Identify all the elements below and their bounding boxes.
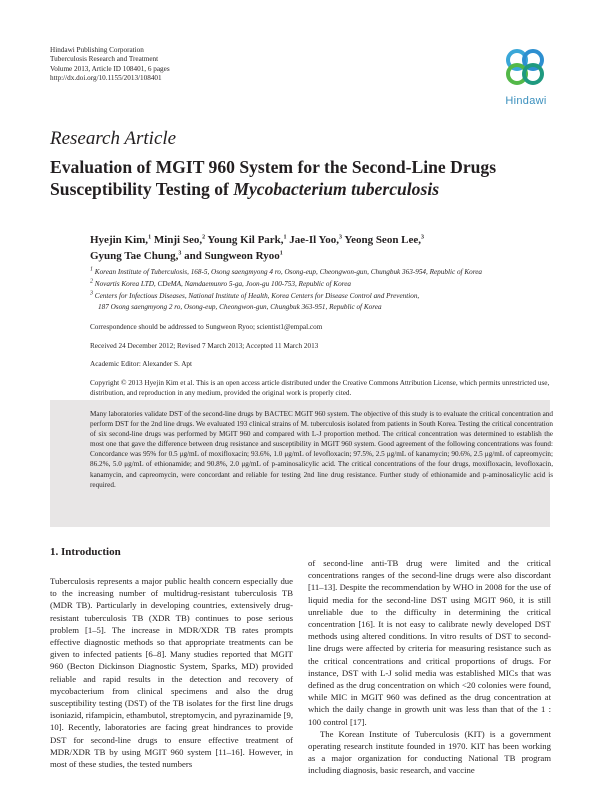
academic-editor: Academic Editor: Alexander S. Apt: [90, 360, 192, 368]
author-name: Yeong Seon Lee,: [342, 234, 422, 246]
title-line-2: [50, 178, 570, 200]
affiliation-item: [90, 267, 560, 277]
body-paragraph: of second-line anti-TB drug were limited and the critical concentrations ranges of the second-line drugs were also discordant [11–13]. Despite the recommendation by WHO in 2008 for the use of liquid media for the second-line DST using MGIT 960, it is still unreliable due to the difficulty in determining the critical concentration [16]. It is not easy to calibrate newly developed DST methods using altered conditions. In vitro results of DST to second-line drugs were affected by criteria for measuring resistance such as the critical concentrations and critical proportions of drugs. For instance, DST with L-J solid media was established MICs that was defined as the drug concentration on which <20 colonies were found, while MIC in MGIT 960 was defined as the drug concentration at which the daily change in growth unit was less than that of the 1 : 100 control [17].: [308, 558, 551, 727]
author-list: [90, 232, 560, 264]
body-paragraph: The Korean Institute of Tuberculosis (KIT) is a government operating research institute founded in 1970. KIT has been working as a major organization for conducting National TB program including diagnosis, basic research, and vaccine: [308, 728, 551, 776]
abstract-text: Many laboratories validate DST of the second-line drugs by BACTEC MGIT 960 system. The objective of this study is to evaluate the critical concentration and perform DST for the 2nd line drugs. We evaluated 193 clinical strains of M. tuberculosis isolated from patients in South Korea. Testing the critical concentration of six second-line drugs was performed by MGIT 960 and compared with L-J proportion method. The critical concentration was determined to establish the most one that gave the difference between drug resistance and susceptibility in MGIT 960 system. Good agreement of the following concentrations was found: Concordance was 95% for 0.5 μg/mL of moxifloxacin; 93.6%, 1.0 μg/mL of levofloxacin; 97.5%, 2.5 μg/mL of kanamycin; 90.6%, 2.5 μg/mL of capreomycin; 86.2%, 5.0 μg/mL of ethionamide; and 90.8%, 2.0 μg/mL of p-aminosalicylic acid. The critical concentrations of the four drugs, moxifloxacin, levofloxacin, kanamycin, and capreomycin, were concordant and reliable for testing 2nd line drug resistance. Further study of ethionamide and p-aminosalicylic acid is required.: [90, 410, 553, 489]
logo-text: Hindawi: [505, 95, 547, 107]
author-affil-sup: 2: [202, 234, 206, 241]
author-line-1: [90, 232, 560, 248]
author-name: and Sungweon Ryoo: [181, 250, 280, 262]
correspondence-text: Correspondence should be addressed to Sungweon Ryoo; scientist1@empal.com: [90, 323, 323, 331]
hindawi-logo-icon: [497, 44, 555, 90]
copyright-notice: Copyright © 2013 Hyejin Kim et al. This is an open access article distributed under the Creative Commons Attribution License, which permits unrestricted use, distribution, and reproduction in any medium, provided the original work is properly cited.: [90, 379, 550, 397]
article-type-label: Research Article: [50, 128, 177, 149]
affiliation-text: Centers for Infectious Diseases, National Institute of Health, Korea Centers for Disease Control and Prevention,: [93, 292, 420, 301]
affiliation-item: [90, 302, 560, 312]
received-dates: Received 24 December 2012; Revised 7 March 2013; Accepted 11 March 2013: [90, 342, 319, 350]
affiliation-number: 3: [90, 291, 93, 298]
author-line-2: [90, 248, 560, 264]
body-column-left: [50, 575, 293, 770]
affiliation-list: [90, 267, 560, 314]
affiliation-number: 2: [90, 278, 93, 285]
body-paragraph: Tuberculosis represents a major public health concern especially due to the increasing number of multidrug-resistant tuberculosis TB (MDR TB). Particularly in developing countries, extensively drug-resistant tuberculosis TB (XDR TB) continues to pose serious problem [1–5]. The increase in MDR/XDR TB rates prompts effective diagnostic methods so that appropriate treatments can be given to infected patients [6–8]. Many studies reported that MGIT 960 (Becton Dickinson Diagnostic System, Sparks, MD) provided reliable and rapid results in the detection and recovery of mycobacterium from clinical specimens and also the drug susceptibility testing (DST) of the TB isolates for the first line drugs isoniazid, rifampicin, ethambutol, streptomycin, and pyrazinamide [9, 10]. Recently, laboratories are facing great hindrances to provide DST for second-line drugs to ensure effective treatment of MDR/XDR TB by using MGIT 960 system [11–16]. However, in most of these studies, the tested numbers: [50, 576, 293, 770]
doi-link[interactable]: http://dx.doi.org/10.1155/2013/108401: [50, 74, 162, 83]
author-affil-sup: 1: [279, 250, 283, 257]
affiliation-text: Novartis Korea LTD, CDeMA, Namdaemunro 5-ga, Joon-gu 100-753, Republic of Korea: [93, 280, 351, 289]
body-column-right: [308, 557, 551, 777]
section-heading-introduction: 1. Introduction: [50, 546, 121, 558]
title-line-2-start: Susceptibility Testing of: [50, 179, 234, 199]
volume-info: Volume 2013, Article ID 108401, 6 pages: [50, 64, 170, 73]
affiliation-item: [90, 279, 560, 289]
author-name: Hyejin Kim,: [90, 234, 149, 246]
author-affil-sup: 3: [421, 234, 425, 241]
correspondence-line: [90, 322, 560, 332]
affiliation-text: 187 Osong saengmyong 2 ro, Osong-eup, Cheongwon-gun, Chungbuk 363-951, Republic of Korea: [98, 302, 382, 311]
author-affil-sup: 1: [283, 234, 287, 241]
title-line-1: Evaluation of MGIT 960 System for the Second-Line Drugs: [50, 157, 497, 177]
journal-name: Tuberculosis Research and Treatment: [50, 55, 159, 64]
author-affil-sup: 3: [339, 234, 342, 241]
author-name: Young Kil Park,: [205, 234, 284, 246]
title-species: Mycobacterium tuberculosis: [233, 179, 440, 199]
affiliation-text: Korean Institute of Tuberculosis, 168-5, Osong saengmyong 4 ro, Osong-eup, Cheongwon-gun, Chungbuk 363-954, Republic of Korea: [93, 268, 483, 276]
author-name: Gyung Tae Chung,: [90, 250, 179, 262]
article-title: [50, 156, 570, 200]
hindawi-logo: [497, 44, 555, 107]
publisher-name: Hindawi Publishing Corporation: [50, 46, 144, 54]
affiliation-number: 1: [90, 266, 93, 273]
author-affil-sup: 3: [178, 250, 182, 257]
affiliation-item: [90, 291, 560, 301]
author-name: Minji Seo,: [151, 234, 203, 246]
journal-header: [50, 46, 170, 84]
author-name: Jae-Il Yoo,: [286, 234, 339, 246]
author-affil-sup: 1: [148, 234, 152, 241]
